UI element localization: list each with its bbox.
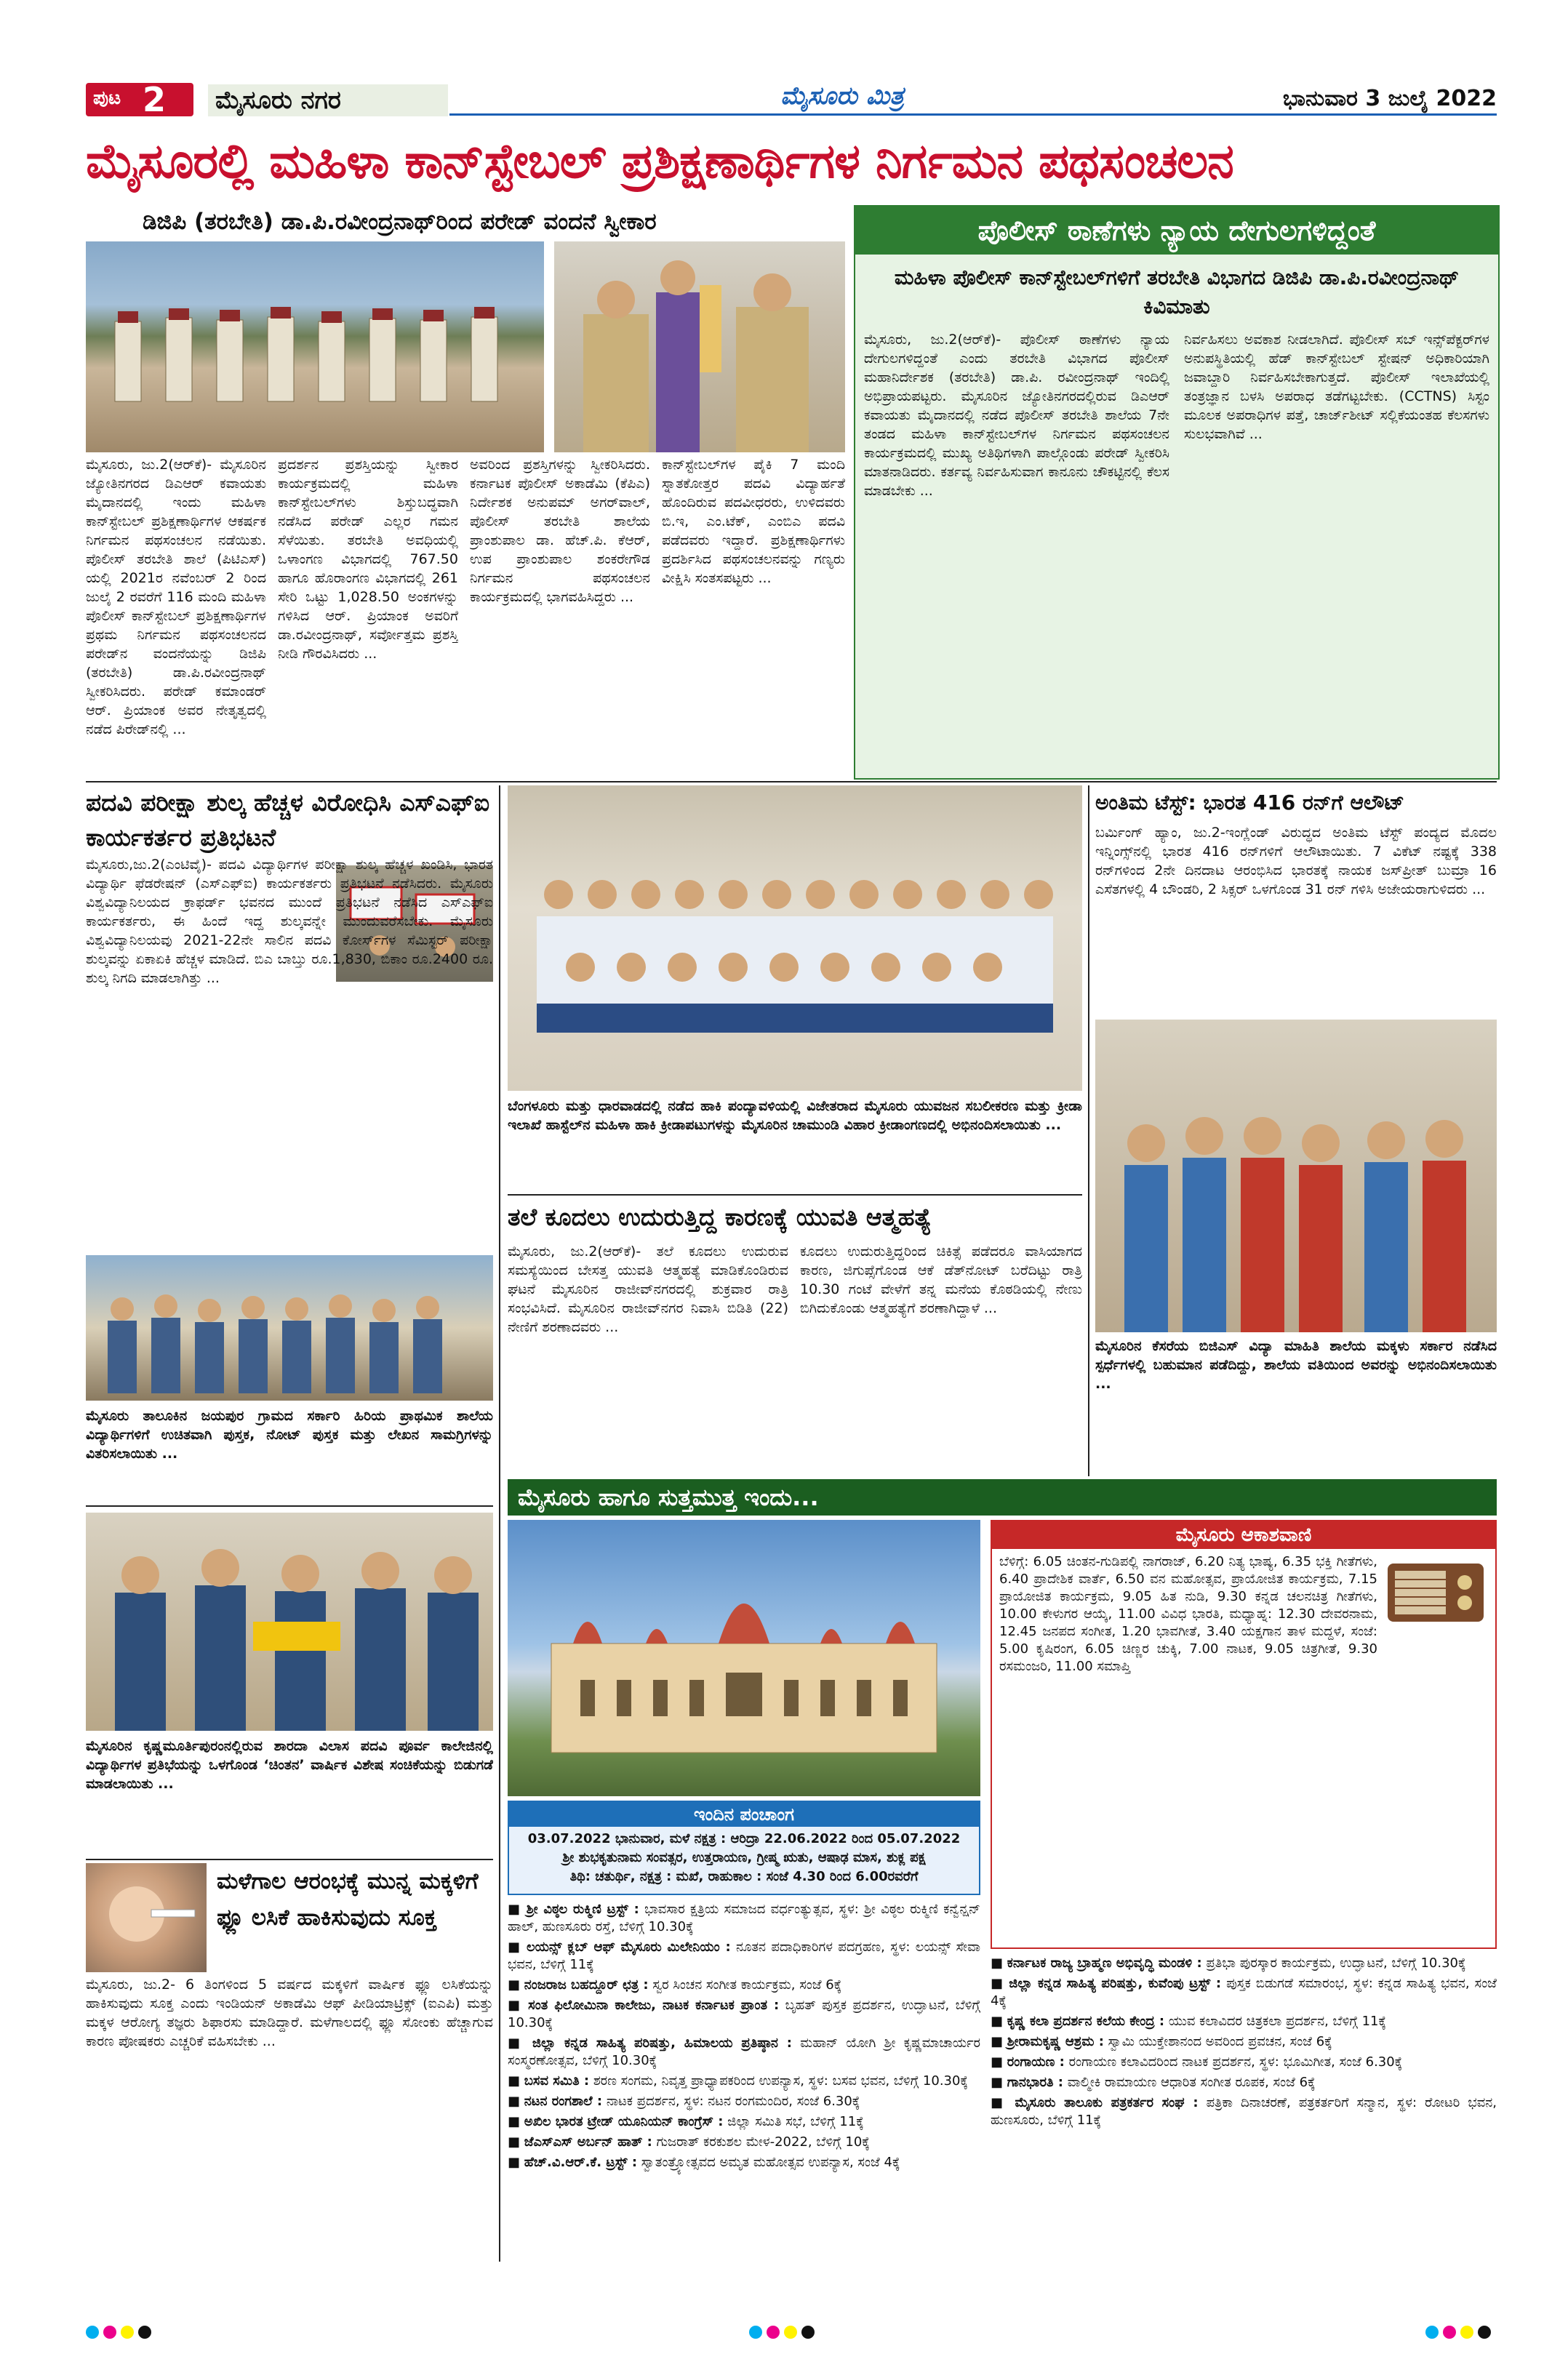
- event-item: ■ ಜಿಲ್ಲಾ ಕನ್ನಡ ಸಾಹಿತ್ಯ ಪರಿಷತ್ತು, ಹಿಮಾಲಯ ಪ್ರತಿಷ್ಠಾನ : ಮಹಾನ್ ಯೋಗಿ ಶ್ರೀ ಕೃಷ್ಣಮಾಚಾರ್ಯರ ಸಂಸ್ಮರಣೋತ್ಸವ, ಬೆಳಿಗ್ಗೆ 10.30ಕ್ಕೆ: [508, 2035, 980, 2068]
- event-item: ■ ಲಯನ್ಸ್ ಕ್ಲಬ್ ಆಫ್ ಮೈಸೂರು ಮಿಲೇನಿಯಂ : ನೂತನ ಪದಾಧಿಕಾರಿಗಳ ಪದಗ್ರಹಣ, ಸ್ಥಳ: ಲಯನ್ಸ್ ಸೇವಾ ಭವನ, ಬೆಳಿಗ್ಗೆ 11ಕ್ಕೆ: [508, 1939, 980, 1972]
- sidebar-subhead: ಮಹಿಳಾ ಪೊಲೀಸ್ ಕಾನ್‌ಸ್ಟೇಬಲ್‌ಗಳಿಗೆ ತರಬೇತಿ ವಿಭಾಗದ ಡಿಜಿಪಿ ಡಾ.ಪಿ.ರವೀಂದ್ರನಾಥ್ ಕಿವಿಮಾತು: [894, 265, 1460, 319]
- students-caption: ಮೈಸೂರಿನ ಕೆಸರೆಯ ಬಿಜಿಎಸ್ ವಿದ್ಯಾ ಮಾಹಿತಿ ಶಾಲೆಯ ಮಕ್ಕಳು ಸರ್ಕಾರ ನಡೆಸಿದ ಸ್ಪರ್ಧೆಗಳಲ್ಲಿ ಬಹುಮಾನ ಪಡೆದಿದ್ದು, ಶಾಲೆಯ ವತಿಯಿಂದ ಅವರನ್ನು ಅಭಿನಂದಿಸಲಾಯಿತು ...: [1095, 1338, 1497, 1392]
- palace-photo: [508, 1520, 980, 1796]
- lead-col-3: ಅವರಿಂದ ಪ್ರಶಸ್ತಿಗಳನ್ನು ಸ್ವೀಕರಿಸಿದರು. ಕರ್ನಾಟಕ ಪೊಲೀಸ್ ಅಕಾಡೆಮಿ (ಕೆಪಿಎ) ನಿರ್ದೇಶಕ ಅನುಪಮ್ ಅಗರ್‌ವಾಲ್, ಪೊಲೀಸ್ ತರಬೇತಿ ಶಾಲೆಯ ಪ್ರಾಂಶುಪಾಲ ಡಾ. ಹೆಚ್.ಪಿ. ಕೆಆರ್, ಉಪ ಪ್ರಾಂಶುಪಾಲ ಶಂಕರೇಗೌಡ ನಿರ್ಗಮನ ಪಥಸಂಚಲನ ಕಾರ್ಯಕ್ರಮದಲ್ಲಿ ಭಾಗವಹಿಸಿದ್ದರು ...: [470, 457, 650, 605]
- suicide-headline: ತಲೆ ಕೂದಲು ಉದುರುತ್ತಿದ್ದ ಕಾರಣಕ್ಕೆ ಯುವತಿ ಆತ್ಮಹತ್ಯೆ: [508, 1203, 932, 1231]
- panchanga-line-1: 03.07.2022 ಭಾನುವಾರ, ಮಳೆ ನಕ್ಷತ್ರ : ಆರಿದ್ರಾ 22.06.2022 ರಿಂದ 05.07.2022: [527, 1831, 961, 1846]
- divider-book: [86, 1505, 493, 1507]
- vaccine-photo: [86, 1863, 207, 1972]
- page-label: ಪುಟ: [93, 87, 121, 109]
- divider-polio: [86, 1859, 493, 1860]
- lead-subhead: ಡಿಜಿಪಿ (ತರಬೇತಿ) ಡಾ.ಪಿ.ರವೀಂದ್ರನಾಥ್‌ರಿಂದ ಪರೇಡ್ ವಂದನೆ ಸ್ವೀಕಾರ: [143, 209, 657, 235]
- parade-photo: [86, 241, 544, 452]
- section-name: ಮೈಸೂರು ನಗರ: [208, 84, 448, 116]
- event-item: ■ ಜಿಲ್ಲಾ ಕನ್ನಡ ಸಾಹಿತ್ಯ ಪರಿಷತ್ತು, ಕುವೆಂಪು ಟ್ರಸ್ಟ್ : ಪುಸ್ತಕ ಬಿಡುಗಡೆ ಸಮಾರಂಭ, ಸ್ಥಳ: ಕನ್ನಡ ಸಾಹಿತ್ಯ ಭವನ, ಸಂಜೆ 4ಕ್ಕೆ: [991, 1976, 1497, 2009]
- events-right: [991, 1955, 1497, 2260]
- sidebar-col-1: ಮೈಸೂರು, ಜು.2(ಆರ್‌ಕೆ)- ಪೊಲೀಸ್ ಠಾಣೆಗಳು ನ್ಯಾಯ ದೇಗುಲಗಳಿದ್ದಂತೆ ಎಂದು ತರಬೇತಿ ವಿಭಾಗದ ಪೊಲೀಸ್ ಮಹಾನಿರ್ದೇಶಕ (ತರಬೇತಿ) ಡಾ.ಪಿ. ರವೀಂದ್ರನಾಥ್ ಇಂದಿಲ್ಲಿ ಅಭಿಪ್ರಾಯಪಟ್ಟರು. ಮೈಸೂರಿನ ಜ್ಯೋತಿನಗರದಲ್ಲಿರುವ ಡಿಎಆರ್ ಕವಾಯತು ಮೈದಾನದಲ್ಲಿ ನಡೆದ ಪೊಲೀಸ್ ತರಬೇತಿ ಶಾಲೆಯ 7ನೇ ತಂಡದ ಮಹಿಳಾ ಕಾನ್‌ಸ್ಟೇಬಲ್‌ಗಳ ನಿರ್ಗಮನ ಪಥಸಂಚಲನ ಕಾರ್ಯಕ್ರಮದಲ್ಲಿ ಮುಖ್ಯ ಅತಿಥಿಗಳಾಗಿ ಪಾಲ್ಗೊಂಡು ಪರೇಡ್ ಸ್ವೀಕರಿಸಿ ಮಾತನಾಡಿದರು. ಕರ್ತವ್ಯ ನಿರ್ವಹಿಸುವಾಗ ಕಾನೂನು ಚೌಕಟ್ಟಿನಲ್ಲಿ ಕೆಲಸ ಮಾಡಬೇಕು ...: [864, 332, 1169, 499]
- panchanga-line-3: ತಿಥಿ: ಚತುರ್ಥಿ, ನಕ್ಷತ್ರ : ಮಖೆ, ರಾಹುಕಾಲ : ಸಂಜೆ 4.30 ರಿಂದ 6.00ರವರೆಗೆ: [569, 1869, 919, 1884]
- registration-dot-magenta: [1443, 2326, 1456, 2339]
- radio-box: [991, 1520, 1497, 1949]
- registration-dot-cyan: [86, 2326, 99, 2339]
- sidebar-box: [854, 205, 1500, 780]
- registration-dot-magenta: [103, 2326, 116, 2339]
- issue-date: ಭಾನುವಾರ 3 ಜುಲೈ 2022: [1282, 86, 1497, 111]
- lead-col-1: ಮೈಸೂರು, ಜು.2(ಆರ್‌ಕೆ)- ಮೈಸೂರಿನ ಜ್ಯೋತಿನಗರದ ಡಿಎಆರ್ ಕವಾಯತು ಮೈದಾನದಲ್ಲಿ ಇಂದು ಮಹಿಳಾ ಕಾನ್‌ಸ್ಟೇಬಲ್ ಪ್ರಶಿಕ್ಷಣಾರ್ಥಿಗಳ ಆಕರ್ಷಕ ನಿರ್ಗಮನ ಪಥಸಂಚಲನ ನಡೆಯಿತು. ಪೊಲೀಸ್ ತರಬೇತಿ ಶಾಲೆ (ಪಿಟಿಎಸ್) ಯಲ್ಲಿ 2021ರ ನವೆಂಬರ್ 2 ರಿಂದ ಜುಲೈ 2 ರವರೆಗೆ 116 ಮಂದಿ ಮಹಿಳಾ ಪೊಲೀಸ್ ಕಾನ್‌ಸ್ಟೇಬಲ್ ಪ್ರಶಿಕ್ಷಣಾರ್ಥಿಗಳ ಪ್ರಥಮ ನಿರ್ಗಮನ ಪಥಸಂಚಲನದ ಪರೇಡ್‌ನ ವಂದನೆಯನ್ನು ಡಿಜಿಪಿ (ತರಬೇತಿ) ಡಾ.ಪಿ.ರವೀಂದ್ರನಾಥ್ ಸ್ವೀಕರಿಸಿದರು. ಪರೇಡ್ ಕಮಾಂಡರ್ ಆರ್. ಪ್ರಿಯಾಂಕ ಅವರ ನೇತೃತ್ವದಲ್ಲಿ ನಡೆದ ಪಿರೇಡ್‌ನಲ್ಲಿ ...: [86, 457, 266, 737]
- event-item: ■ ಕರ್ನಾಟಕ ರಾಜ್ಯ ಬ್ರಾಹ್ಮಣ ಅಭಿವೃದ್ಧಿ ಮಂಡಳಿ : ಪ್ರತಿಭಾ ಪುರಸ್ಕಾರ ಕಾರ್ಯಕ್ರಮ, ಉದ್ಘಾಟನೆ, ಬೆಳಿಗ್ಗೆ 10.30ಕ್ಕೆ: [991, 1955, 1466, 1971]
- registration-dot-black: [1478, 2326, 1491, 2339]
- page-badge: [86, 80, 193, 119]
- panchanga-box: [508, 1801, 980, 1895]
- radio-schedule: ಬೆಳಿಗ್ಗೆ: 6.05 ಚಿಂತನ-ಗುಡಿಪಲ್ಲಿ ನಾಗರಾಜ್, 6.20 ನಿತ್ಯ ಭಾಷ್ಯ, 6.35 ಭಕ್ತಿ ಗೀತೆಗಳು, 6.40 ಪ್ರಾದೇಶಿಕ ವಾರ್ತೆ, 6.50 ವನ ಮಹೋತ್ಸವ, ಪ್ರಾಯೋಜಿತ ಕಾರ್ಯಕ್ರಮ, 7.15 ಪ್ರಾಯೋಜಿತ ಕಾರ್ಯಕ್ರಮ, 9.05 ಹಿತ ನುಡಿ, 9.30 ಕನ್ನಡ ಚಲನಚಿತ್ರ ಗೀತೆಗಳು, 10.00 ಕೇಳುಗರ ಆಯ್ಕೆ, 11.00 ವಿವಿಧ ಭಾರತಿ, ಮಧ್ಯಾಹ್ನ: 12.30 ದೇವರನಾಮ, 12.45 ಜನಪದ ಸಂಗೀತ, 1.20 ಭಾವಗೀತೆ, 3.40 ಯಕ್ಷಗಾನ ತಾಳ ಮದ್ದಳೆ, ಸಂಜೆ: 5.00 ಕೃಷಿರಂಗ, 6.05 ಚಿಣ್ಣರ ಚುಕ್ಕಿ, 7.00 ನಾಟಕ, 9.05 ಚಿತ್ರಗೀತೆ, 9.30 ರಸಮಂಜರಿ, 11.00 ಸಮಾಪ್ತಿ: [999, 1554, 1377, 1674]
- divider-mid: [86, 781, 1497, 782]
- radio-title: ಮೈಸೂರು ಆಕಾಶವಾಣಿ: [992, 1521, 1495, 1549]
- award-photo: [554, 241, 845, 452]
- lead-col-2: ಪ್ರದರ್ಶನ ಪ್ರಶಸ್ತಿಯನ್ನು ಸ್ವೀಕಾರ ಕಾರ್ಯಕ್ರಮದಲ್ಲಿ ಮಹಿಳಾ ಕಾನ್‌ಸ್ಟೇಬಲ್‌ಗಳು ಶಿಸ್ತುಬದ್ಧವಾಗಿ ನಡೆಸಿದ ಪರೇಡ್ ಎಲ್ಲರ ಗಮನ ಸೆಳೆಯಿತು. ತರಬೇತಿ ಅವಧಿಯಲ್ಲಿ ಒಳಾಂಗಣ ವಿಭಾಗದಲ್ಲಿ 767.50 ಹಾಗೂ ಹೊರಾಂಗಣ ವಿಭಾಗದಲ್ಲಿ 261 ಸೇರಿ ಒಟ್ಟು 1,028.50 ಅಂಕಗಳನ್ನು ಗಳಿಸಿದ ಆರ್. ಪ್ರಿಯಾಂಕ ಅವರಿಗೆ ಡಾ.ರವೀಂದ್ರನಾಥ್, ಸರ್ವೋತ್ತಮ ಪ್ರಶಸ್ತಿ ನೀಡಿ ಗೌರವಿಸಿದರು ...: [278, 457, 458, 662]
- cricket-headline: ಅಂತಿಮ ಟೆಸ್ಟ್: ಭಾರತ 416 ರನ್‌ಗೆ ಆಲೌಟ್: [1095, 790, 1404, 814]
- school-photo: [86, 1255, 493, 1401]
- exam-headline: ಪದವಿ ಪರೀಕ್ಷಾ ಶುಲ್ಕ ಹೆಚ್ಚಳ ವಿರೋಧಿಸಿ ಎಸ್‌ಎಫ್‌ಐ ಕಾರ್ಯಕರ್ತರ ಪ್ರತಿಭಟನೆ: [86, 788, 490, 852]
- students-photo: [1095, 1020, 1497, 1332]
- hockey-caption: ಬೆಂಗಳೂರು ಮತ್ತು ಧಾರವಾಡದಲ್ಲಿ ನಡೆದ ಹಾಕಿ ಪಂದ್ಯಾವಳಿಯಲ್ಲಿ ವಿಜೇತರಾದ ಮೈಸೂರು ಯುವಜನ ಸಬಲೀಕರಣ ಮತ್ತು ಕ್ರೀಡಾ ಇಲಾಖೆ ಹಾಸ್ಟೆಲ್‌ನ ಮಹಿಳಾ ಹಾಕಿ ಕ್ರೀಡಾಪಟುಗಳನ್ನು ಮೈಸೂರಿನ ಚಾಮುಂಡಿ ವಿಹಾರ ಕ್ರೀಡಾಂಗಣದಲ್ಲಿ ಅಭಿನಂದಿಸಲಾಯಿತು ...: [508, 1098, 1082, 1133]
- suicide-col-1: ಮೈಸೂರು, ಜು.2(ಆರ್‌ಕೆ)- ತಲೆ ಕೂದಲು ಉದುರುವ ಸಮಸ್ಯೆಯಿಂದ ಬೇಸತ್ತ ಯುವತಿ ಆತ್ಮಹತ್ಯೆ ಮಾಡಿಕೊಂಡಿರುವ ಘಟನೆ ಮೈಸೂರಿನ ರಾಜೀವ್‌ನಗರದಲ್ಲಿ ಶುಕ್ರವಾರ ರಾತ್ರಿ ಸಂಭವಿಸಿದೆ. ಮೈಸೂರಿನ ರಾಜೀವ್‌ನಗರ ನಿವಾಸಿ ಬಿಡಿತಿ (22) ನೇಣಿಗೆ ಶರಣಾದವರು ...: [508, 1244, 788, 1335]
- event-item: ■ ಮೈಸೂರು ತಾಲೂಕು ಪತ್ರಕರ್ತರ ಸಂಘ : ಪತ್ರಿಕಾ ದಿನಾಚರಣೆ, ಪತ್ರಕರ್ತರಿಗೆ ಸನ್ಮಾನ, ಸ್ಥಳ: ರೋಟರಿ ಭವನ, ಹುಣಸೂರು, ಬೆಳಿಗ್ಗೆ 11ಕ್ಕೆ: [991, 2095, 1497, 2128]
- hockey-team-photo: [508, 785, 1082, 1091]
- event-item: ■ ನಂಜರಾಜ ಬಹದ್ದೂರ್ ಛತ್ರ : ಸ್ವರ ಸಿಂಚನ ಸಂಗೀತ ಕಾರ್ಯಕ್ರಮ, ಸಂಜೆ 6ಕ್ಕೆ: [508, 1977, 842, 1993]
- event-item: ■ ಹೆಚ್.ವಿ.ಆರ್.ಕೆ. ಟ್ರಸ್ಟ್ : ಸ್ವಾತಂತ್ರ್ಯೋತ್ಸವದ ಅಮೃತ ಮಹೋತ್ಸವ ಉಪನ್ಯಾಸ, ಸಂಜೆ 4ಕ್ಕೆ: [508, 2155, 900, 2170]
- flu-headline: ಮಳೆಗಾಲ ಆರಂಭಕ್ಕೆ ಮುನ್ನ ಮಕ್ಕಳಿಗೆ ಫ್ಲೂ ಲಸಿಕೆ ಹಾಕಿಸುವುದು ಸೂಕ್ತ: [217, 1868, 479, 1931]
- registration-dot-black: [801, 2326, 815, 2339]
- registration-dot-magenta: [767, 2326, 780, 2339]
- radio-icon: [1385, 1556, 1487, 1626]
- registration-dot-yellow: [121, 2326, 134, 2339]
- lead-headline: ಮೈಸೂರಲ್ಲಿ ಮಹಿಳಾ ಕಾನ್‌ಸ್ಟೇಬಲ್ ಪ್ರಶಿಕ್ಷಣಾರ್ಥಿಗಳ ನಿರ್ಗಮನ ಪಥಸಂಚಲನ: [86, 133, 1233, 189]
- registration-dot-cyan: [749, 2326, 762, 2339]
- event-item: ■ ಜೆಎಸ್‌ಎಸ್ ಅರ್ಬನ್ ಹಾತ್ : ಗುಜರಾತ್ ಕರಕುಶಲ ಮೇಳ-2022, ಬೆಳಿಗ್ಗೆ 10ಕ್ಕೆ: [508, 2134, 870, 2150]
- header-rule: [449, 113, 1497, 116]
- registration-dot-black: [138, 2326, 151, 2339]
- today-banner: ಮೈಸೂರು ಹಾಗೂ ಸುತ್ತಮುತ್ತ ಇಂದು...: [508, 1479, 1497, 1516]
- registration-dot-cyan: [1425, 2326, 1439, 2339]
- event-item: ■ ನಟನ ರಂಗಶಾಲೆ : ನಾಟಕ ಪ್ರದರ್ಶನ, ಸ್ಥಳ: ನಟನ ರಂಗಮಂದಿರ, ಸಂಜೆ 6.30ಕ್ಕೆ: [508, 2094, 860, 2109]
- suicide-col-2: ಕೂದಲು ಉದುರುತ್ತಿದ್ದರಿಂದ ಚಿಕಿತ್ಸೆ ಪಡೆದರೂ ವಾಸಿಯಾಗದ ಕಾರಣ, ಜಿಗುಪ್ಸೆಗೊಂಡ ಆಕೆ ಡೆತ್‌ನೋಟ್ ಬರೆದಿಟ್ಟು ರಾತ್ರಿ 10.30 ಗಂಟೆ ವೇಳೆಗೆ ತನ್ನ ಮನೆಯ ಕೊಠಡಿಯಲ್ಲಿ ನೇಣು ಬಿಗಿದುಕೊಂಡು ಆತ್ಮಹತ್ಯೆಗೆ ಶರಣಾಗಿದ್ದಾಳೆ ...: [800, 1244, 1082, 1316]
- exam-body: ಮೈಸೂರು,ಜು.2(ಎಂಟಿವೈ)- ಪದವಿ ವಿದ್ಯಾರ್ಥಿಗಳ ಪರೀಕ್ಷಾ ಶುಲ್ಕ ಹೆಚ್ಚಳ ಖಂಡಿಸಿ, ಭಾರತ ವಿದ್ಯಾರ್ಥಿ ಫೆಡರೇಷನ್ (ಎಸ್‌ಎಫ್‌ಐ) ಕಾರ್ಯಕರ್ತರು ಪ್ರತಿಭಟನೆ ನಡೆಸಿದರು. ಮೈಸೂರು ವಿಶ್ವವಿದ್ಯಾನಿಲಯದ ಕ್ರಾಫರ್ಡ್ ಭವನದ ಮುಂದೆ ಪ್ರತಿಭಟನೆ ನಡೆಸಿದ ಎಸ್‌ಎಫ್‌ಐ ಕಾರ್ಯಕರ್ತರು, ಈ ಹಿಂದೆ ಇದ್ದ ಶುಲ್ಕವನ್ನೇ ಮುಂದುವರೆಸಬೇಕು. ಮೈಸೂರು ವಿಶ್ವವಿದ್ಯಾನಿಲಯವು 2021-22ನೇ ಸಾಲಿನ ಪದವಿ ಕೋರ್ಸ್‌ಗಳ ಸೆಮಿಸ್ಟರ್ ಪರೀಕ್ಷಾ ಶುಲ್ಕವನ್ನು ಏಕಾಏಕಿ ಹೆಚ್ಚಳ ಮಾಡಿದೆ. ಬಿಎ ಬಾಬ್ತು ರೂ.1,830, ಬಿಕಾಂ ರೂ.2400 ರೂ. ಶುಲ್ಕ ನಿಗದಿ ಮಾಡಲಾಗಿತ್ತು ...: [86, 857, 493, 986]
- school-caption: ಮೈಸೂರು ತಾಲೂಕಿನ ಜಯಪುರ ಗ್ರಾಮದ ಸರ್ಕಾರಿ ಹಿರಿಯ ಪ್ರಾಥಮಿಕ ಶಾಲೆಯ ವಿದ್ಯಾರ್ಥಿಗಳಿಗೆ ಉಚಿತವಾಗಿ ಪುಸ್ತಕ, ನೋಟ್ ಪುಸ್ತಕ ಮತ್ತು ಲೇಖನ ಸಾಮಗ್ರಿಗಳನ್ನು ವಿತರಿಸಲಾಯಿತು ...: [86, 1408, 493, 1462]
- event-item: ■ ಅಖಿಲ ಭಾರತ ಟ್ರೇಡ್ ಯೂನಿಯನ್ ಕಾಂಗ್ರೆಸ್ : ಜಿಲ್ಲಾ ಸಮಿತಿ ಸಭೆ, ಬೆಳಿಗ್ಗೆ 11ಕ್ಕೆ: [508, 2114, 864, 2129]
- column-rule-2: [1088, 785, 1089, 1476]
- event-item: ■ ರಂಗಾಯಣ : ರಂಗಾಯಣ ಕಲಾವಿದರಿಂದ ನಾಟಕ ಪ್ರದರ್ಶನ, ಸ್ಥಳ: ಭೂಮಿಗೀತ, ಸಂಜೆ 6.30ಕ್ಕೆ: [991, 2054, 1403, 2070]
- panchanga-title: ಇಂದಿನ ಪಂಚಾಂಗ: [509, 1802, 979, 1827]
- lead-col-4: ಕಾನ್‌ಸ್ಟೇಬಲ್‌ಗಳ ಪೈಕಿ 7 ಮಂದಿ ಸ್ನಾತಕೋತ್ತರ ಪದವಿ ವಿದ್ಯಾರ್ಹತೆ ಹೊಂದಿರುವ ಪದವೀಧರರು, ಉಳಿದವರು ಬಿ.ಇ, ಎಂ.ಟೆಕ್, ಎಂಬಿಎ ಪದವಿ ಪಡೆದವರು ಇದ್ದಾರೆ. ಪ್ರಶಿಕ್ಷಣಾರ್ಥಿಗಳು ಪ್ರದರ್ಶಿಸಿದ ಪಥಸಂಚಲನವನ್ನು ಗಣ್ಯರು ವೀಕ್ಷಿಸಿ ಸಂತಸಪಟ್ಟರು ...: [662, 457, 845, 586]
- registration-dot-yellow: [1460, 2326, 1473, 2339]
- cricket-body: ಬರ್ಮಿಂಗ್ ಹ್ಯಾಂ, ಜು.2-ಇಂಗ್ಲೆಂಡ್ ವಿರುದ್ಧದ ಅಂತಿಮ ಟೆಸ್ಟ್ ಪಂದ್ಯದ ಮೊದಲ ಇನ್ನಿಂಗ್ಸ್‌ನಲ್ಲಿ ಭಾರತ 416 ರನ್‌ಗಳಿಗೆ ಆಲೌಟಾಯಿತು. 7 ವಿಕೆಟ್ ನಷ್ಟಕ್ಕೆ 338 ರನ್‌ಗಳಿಂದ 2ನೇ ದಿನದಾಟ ಆರಂಭಿಸಿದ ಭಾರತಕ್ಕೆ ನಾಯಕ ಜಸ್‌ಪ್ರೀತ್ ಬುಮ್ರಾ 16 ಎಸೆತಗಳಲ್ಲಿ 4 ಬೌಂಡರಿ, 2 ಸಿಕ್ಸರ್ ಒಳಗೊಂಡ 31 ರನ್ ಗಳಿಸಿ ಅಜೇಯರಾಗುಳಿದರು ...: [1095, 825, 1497, 897]
- column-rule: [499, 785, 500, 2262]
- registration-dot-yellow: [784, 2326, 797, 2339]
- page-number: 2: [143, 80, 167, 119]
- event-item: ■ ಶ್ರೀರಾಮಕೃಷ್ಣ ಆಶ್ರಮ : ಸ್ವಾಮಿ ಯುಕ್ತೇಶಾನಂದ ಅವರಿಂದ ಪ್ರವಚನ, ಸಂಜೆ 6ಕ್ಕೆ: [991, 2034, 1332, 2049]
- panchanga-line-2: ಶ್ರೀ ಶುಭಕೃತುನಾಮ ಸಂವತ್ಸರ, ಉತ್ತರಾಯಣ, ಗ್ರೀಷ್ಮ ಋತು, ಆಷಾಢ ಮಾಸ, ಶುಕ್ಲ ಪಕ್ಷ: [562, 1850, 926, 1865]
- book-caption: ಮೈಸೂರಿನ ಕೃಷ್ಣಮೂರ್ತಿಪುರಂನಲ್ಲಿರುವ ಶಾರದಾ ವಿಲಾಸ ಪದವಿ ಪೂರ್ವ ಕಾಲೇಜಿನಲ್ಲಿ ವಿದ್ಯಾರ್ಥಿಗಳ ಪ್ರತಿಭೆಯನ್ನು ಒಳಗೊಂಡ ‘ಚಿಂತನ’ ವಾರ್ಷಿಕ ವಿಶೇಷ ಸಂಚಿಕೆಯನ್ನು ಬಿಡುಗಡೆ ಮಾಡಲಾಯಿತು ...: [86, 1738, 493, 1792]
- sidebar-col-2: ನಿರ್ವಹಿಸಲು ಅವಕಾಶ ನೀಡಲಾಗಿದೆ. ಪೊಲೀಸ್ ಸಬ್ ಇನ್ಸ್‌ಪೆಕ್ಟರ್‌ಗಳ ಅನುಪಸ್ಥಿತಿಯಲ್ಲಿ ಹೆಡ್ ಕಾನ್‌ಸ್ಟೇಬಲ್ ಸ್ಟೇಷನ್ ಅಧಿಕಾರಿಯಾಗಿ ಜವಾಬ್ದಾರಿ ನಿರ್ವಹಿಸಬೇಕಾಗುತ್ತದೆ. ಪೊಲೀಸ್ ಇಲಾಖೆಯಲ್ಲಿ ತಂತ್ರಜ್ಞಾನ ಬಳಸಿ ಅಪರಾಧ ತಡೆಗಟ್ಟಬೇಕು. (CCTNS) ಸಿಸ್ಟಂ ಮೂಲಕ ಅಪರಾಧಿಗಳ ಪತ್ತೆ, ಚಾರ್ಜ್‌ಶೀಟ್ ಸಲ್ಲಿಕೆಯಂತಹ ಕೆಲಸಗಳು ಸುಲಭವಾಗಿವೆ ...: [1184, 332, 1489, 442]
- event-item: ■ ಸಂತ ಫಿಲೋಮಿನಾ ಕಾಲೇಜು, ನಾಟಕ ಕರ್ನಾಟಕ ಪ್ರಾಂತ : ಬೃಹತ್ ಪುಸ್ತಕ ಪ್ರದರ್ಶನ, ಉದ್ಘಾಟನೆ, ಬೆಳಿಗ್ಗೆ 10.30ಕ್ಕೆ: [508, 1998, 980, 2030]
- page-header: [86, 81, 1497, 119]
- event-item: ■ ಕೃಷ್ಣ ಕಲಾ ಪ್ರದರ್ಶನ ಕಲೆಯ ಕೇಂದ್ರ : ಯುವ ಕಲಾವಿದರ ಚಿತ್ರಕಲಾ ಪ್ರದರ್ಶನ, ಬೆಳಿಗ್ಗೆ 11ಕ್ಕೆ: [991, 2014, 1387, 2029]
- sidebar-banner: ಪೊಲೀಸ್ ಠಾಣೆಗಳು ನ್ಯಾಯ ದೇಗುಲಗಳಿದ್ದಂತೆ: [855, 207, 1498, 255]
- book-release-photo: [86, 1513, 493, 1731]
- masthead: ಮೈಸೂರು ಮಿತ್ರ: [780, 81, 904, 111]
- flu-body: ಮೈಸೂರು, ಜು.2- 6 ತಿಂಗಳಿಂದ 5 ವರ್ಷದ ಮಕ್ಕಳಿಗೆ ವಾರ್ಷಿಕ ಫ್ಲೂ ಲಸಿಕೆಯನ್ನು ಹಾಕಿಸುವುದು ಸೂಕ್ತ ಎಂದು ಇಂಡಿಯನ್ ಅಕಾಡೆಮಿ ಆಫ್ ಪೀಡಿಯಾಟ್ರಿಕ್ಸ್ (ಐಎಪಿ) ಮತ್ತು ಮಕ್ಕಳ ಆರೋಗ್ಯ ತಜ್ಞರು ಶಿಫಾರಸು ಮಾಡಿದ್ದಾರೆ. ಮಳೆಗಾಲದಲ್ಲಿ ಫ್ಲೂ ಸೋಂಕು ಹೆಚ್ಚಾಗುವ ಕಾರಣ ಪೋಷಕರು ಎಚ್ಚರಿಕೆ ವಹಿಸಬೇಕು ...: [86, 1977, 493, 2049]
- divider-suicide: [508, 1194, 1082, 1196]
- events-left: [508, 1901, 980, 2260]
- event-item: ■ ಬಸವ ಸಮಿತಿ : ಶರಣ ಸಂಗಮ, ನಿವೃತ್ತ ಪ್ರಾಧ್ಯಾಪಕರಿಂದ ಉಪನ್ಯಾಸ, ಸ್ಥಳ: ಬಸವ ಭವನ, ಬೆಳಿಗ್ಗೆ 10.30ಕ್ಕೆ: [508, 2073, 968, 2089]
- event-item: ■ ಗಾನಭಾರತಿ : ವಾಲ್ಮೀಕಿ ರಾಮಾಯಣ ಆಧಾರಿತ ಸಂಗೀತ ರೂಪಕ, ಸಂಜೆ 6ಕ್ಕೆ: [991, 2075, 1316, 2090]
- event-item: ■ ಶ್ರೀ ವಿಠ್ಠಲ ರುಕ್ಮಿಣಿ ಟ್ರಸ್ಟ್ : ಭಾವಸಾರ ಕ್ಷತ್ರಿಯ ಸಮಾಜದ ವರ್ಧಂತ್ಯುತ್ಸವ, ಸ್ಥಳ: ಶ್ರೀ ವಿಠ್ಠಲ ರುಕ್ಮಿಣಿ ಕನ್ವೆನ್ಷನ್ ಹಾಲ್, ಹುಣಸೂರು ರಸ್ತೆ, ಬೆಳಿಗ್ಗೆ 10.30ಕ್ಕೆ: [508, 1902, 980, 1934]
- today-section: [508, 1479, 1497, 2262]
